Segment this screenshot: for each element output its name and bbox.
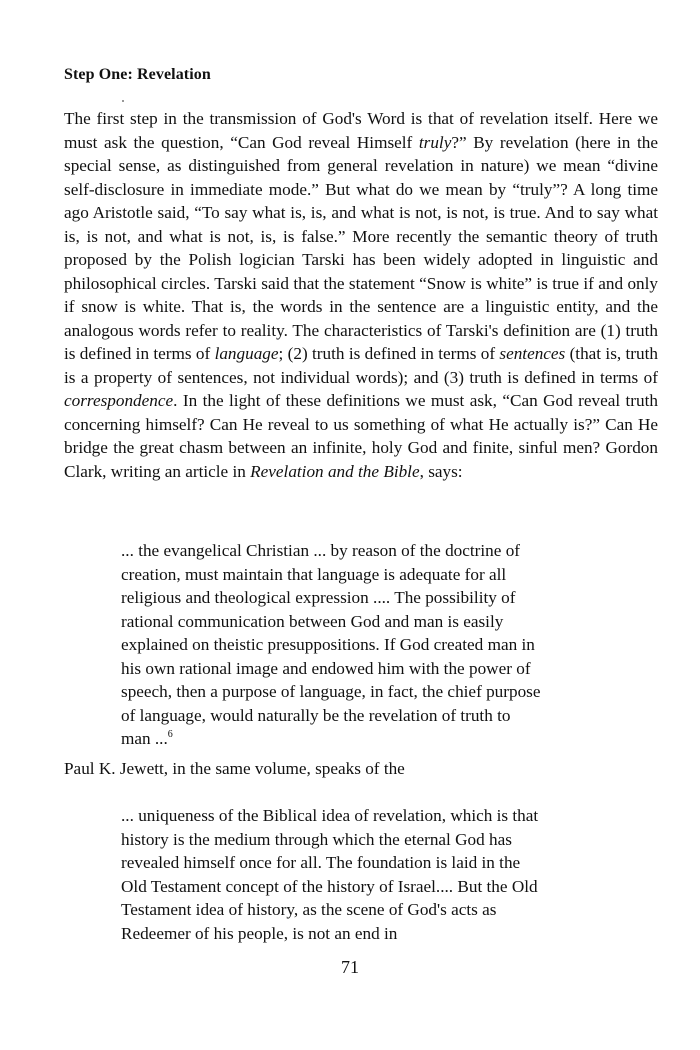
paragraph-emphasis: truly <box>418 132 452 152</box>
quote-text: ... uniqueness of the Biblical idea of revelation, which is that history is the medium through which the eternal God has revealed himself once for all. The foundation is laid in the Old Testament concept of the history of Israel.... But the Old Testament idea of history, as the scene of God's acts as Redeemer of his people, is not an end in <box>121 806 539 943</box>
page-number: 71 <box>341 957 359 977</box>
paragraph-emphasis: language <box>214 344 279 363</box>
paragraph-text: . In the light of these definitions we must ask, “Can God reveal truth concerning himself? Can He reveal to us something of what He actually is?” Can He bridge the great chasm between an infinite, holy God and finite, sinful men? Gordon Clark, writing an article in <box>64 391 658 481</box>
scan-speck <box>122 100 124 102</box>
paragraph-text: The first step in the transmission of God's Word is that of revelation itself. Here we must ask the question, “Can God reveal Himself <box>64 109 658 152</box>
paragraph-emphasis: correspondence <box>64 391 174 410</box>
quote-intro-line: Paul K. Jewett, in the same volume, speaks of the <box>64 759 405 778</box>
paragraph-text: ; (2) truth is defined in terms of <box>278 344 500 363</box>
paragraph-emphasis: sentences <box>499 344 566 363</box>
block-quote-jewett <box>121 804 541 945</box>
section-heading: Step One: Revelation <box>64 66 211 83</box>
paragraph-text: , says: <box>419 461 463 481</box>
paragraph-text: ?” By revelation (here in the special sense, as distinguished from general revelation in nature) we mean “divine self-disclosure in immediate mode.” But what do we mean by “truly”? A long time ago Aristotle said, “To say what is, is, and what is not, is not, is true. And to say what is, is not, and what is not, is, is false.” More recently the semantic theory of truth proposed by the Polish logician Tarski has been widely adopted in linguistic and philosophical circles. Tarski said that the statement “Snow is white” is true if and only if snow is white. That is, the words in the sentence are a linguistic entity, and the analogous words refer to reality. The characteristics of Tarski's definition are (1) truth is defined in terms of <box>64 132 658 363</box>
footnote-marker: 6 <box>167 729 173 740</box>
quote-text: ... the evangelical Christian ... by reason of the doctrine of creation, must maintain that language is adequate for all religious and theological expression .... The possibility of rational communication between God and man is easily explained on theistic presuppositions. If God created man in his own rational image and endowed him with the power of speech, then a purpose of language, in fact, the chief purpose of language, would naturally be the revelation of truth to man ... <box>121 541 541 748</box>
block-quote-clark <box>121 539 541 751</box>
book-title-reference: Revelation and the Bible <box>250 461 420 481</box>
paragraph-text: (that is, truth is a property of sentences, not individual words); and (3) truth is defined in terms of <box>64 344 658 387</box>
main-paragraph <box>64 107 658 483</box>
